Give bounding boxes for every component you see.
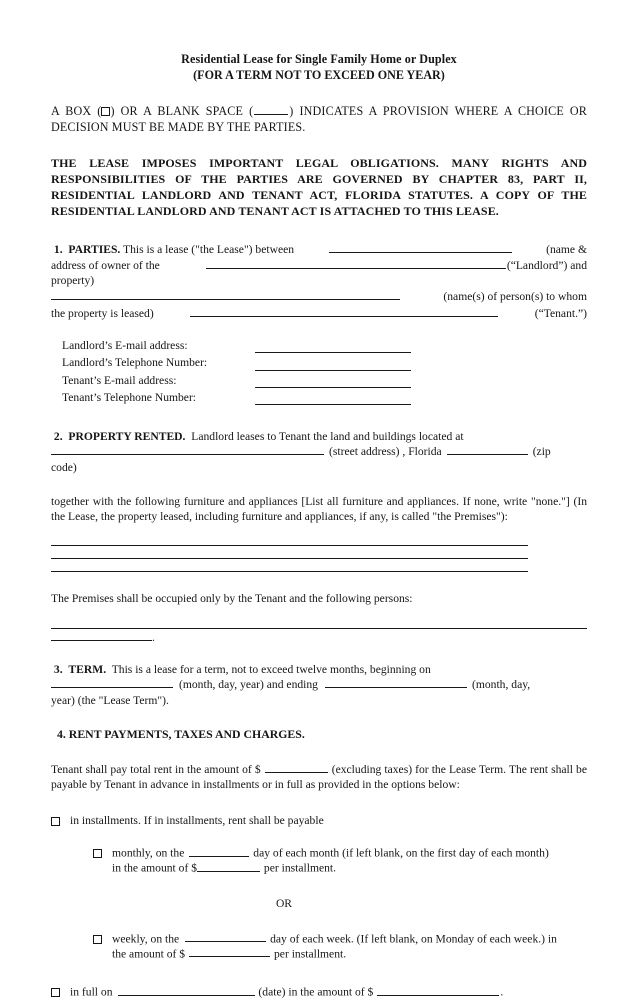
- section-1-line-3: [51, 290, 587, 305]
- option-full-row[interactable]: [51, 985, 587, 1000]
- section-2-property-rented: [51, 429, 587, 475]
- furniture-paragraph: together with the following furniture and appliances [List all furniture and appliances. If none, write "none."] (In the Lease, the property leased, including furniture and appliances, if any, is called "the Premises"):: [51, 495, 587, 524]
- section-1-line-2-lead: address of owner of the property): [51, 259, 160, 287]
- full-payment-amount-field[interactable]: [377, 985, 499, 996]
- section-1-line-2: [51, 259, 587, 289]
- table-row: [62, 374, 411, 391]
- landlord-email-field[interactable]: [255, 339, 411, 356]
- landlord-email-rule: [255, 352, 411, 353]
- occupancy-period: .: [152, 630, 155, 644]
- section-1-lead: [51, 243, 294, 258]
- street-address-label: (street address) , Florida: [329, 445, 442, 459]
- or-separator: OR: [275, 896, 293, 910]
- table-row: [62, 339, 411, 356]
- weekly-day-field[interactable]: [185, 932, 266, 943]
- option-weekly-label-b: day of each week. (If left blank, on Monday of each week.) in: [270, 932, 557, 946]
- option-full-label-b: (date) in the amount of $: [258, 985, 374, 999]
- landlord-phone-rule: [255, 370, 411, 371]
- table-row: [62, 391, 411, 408]
- checkbox-icon[interactable]: [93, 935, 102, 944]
- document-body: [51, 52, 587, 1001]
- tenant-name-continued-field[interactable]: [190, 306, 498, 317]
- intro-paragraph: [51, 104, 587, 135]
- title-line-2: (FOR A TERM NOT TO EXCEED ONE YEAR): [193, 68, 445, 83]
- section-3-heading: TERM.: [68, 662, 107, 676]
- occupancy-paragraph: The Premises shall be occupied only by the Tenant and the following persons:: [51, 592, 413, 606]
- section-1-text: This is a lease ("the Lease") between: [123, 242, 295, 256]
- checkbox-icon[interactable]: [51, 988, 60, 997]
- occupancy-line-2-wrap: [51, 629, 587, 642]
- section-1-heading: PARTIES.: [68, 242, 121, 256]
- table-row: [62, 356, 411, 373]
- option-monthly-label-c: in the amount of $: [112, 861, 198, 875]
- zip-code-label: (zip: [532, 445, 551, 459]
- option-monthly-label-a: monthly, on the: [112, 846, 185, 860]
- tenant-phone-label: Tenant’s Telephone Number:: [62, 390, 197, 404]
- checkbox-icon[interactable]: [51, 817, 60, 826]
- zip-code-field[interactable]: [447, 445, 528, 456]
- total-rent-field[interactable]: [265, 763, 328, 774]
- section-1-line-1-tail: (name &: [546, 242, 587, 256]
- section-3-text: This is a lease for a term, not to exceed twelve months, beginning on: [111, 662, 431, 676]
- legal-notice-paragraph: THE LEASE IMPOSES IMPORTANT LEGAL OBLIGATIONS. MANY RIGHTS AND RESPONSIBILITIES OF THE PARTIES ARE GOVERNED BY CHAPTER 83, PART II, RESIDENTIAL LANDLORD AND TENANT ACT, FLORIDA STATUTES. A COPY OF THE RESIDENTIAL LANDLORD AND TENANT ACT IS ATTACHED TO THIS LEASE.: [51, 156, 587, 219]
- option-weekly-row[interactable]: [93, 932, 587, 963]
- section-2-line-2: [51, 445, 587, 460]
- option-full-label-a: in full on: [70, 985, 113, 999]
- option-weekly-label-c: the amount of $: [112, 947, 186, 961]
- section-1-line-1: [51, 242, 587, 257]
- section-2-heading: PROPERTY RENTED.: [68, 429, 186, 443]
- tenant-name-field[interactable]: [51, 290, 400, 301]
- section-1-number: 1.: [53, 242, 63, 256]
- rent-amount-tail: (excluding taxes) for the Lease Term. The: [331, 763, 527, 777]
- furniture-line-3[interactable]: [51, 559, 528, 572]
- lease-end-date-label: (month, day,: [471, 678, 531, 692]
- intro-text-before-box: A BOX (: [51, 103, 102, 118]
- weekly-amount-field[interactable]: [189, 947, 270, 958]
- option-monthly-row[interactable]: [93, 846, 587, 877]
- zip-code-label-continued: code): [51, 461, 77, 475]
- option-installments-label: in installments. If in installments, rent shall be payable: [70, 814, 324, 828]
- option-monthly-label-b: day of each month (if left blank, on the first day of each month): [253, 846, 549, 860]
- landlord-phone-label: Landlord’s Telephone Number:: [62, 356, 208, 370]
- intro-text-mid: ) OR A BLANK SPACE (: [110, 103, 254, 118]
- lease-end-date-field[interactable]: [325, 678, 467, 689]
- section-3-line-1: [51, 662, 587, 677]
- blank-space-rule: [254, 104, 288, 115]
- contact-details-table: [62, 339, 411, 408]
- lease-start-date-field[interactable]: [51, 678, 173, 689]
- option-weekly-label-d: per installment.: [274, 947, 347, 961]
- section-1-parties: [51, 242, 587, 321]
- section-1-line-2-tail: (“Landlord”) and: [506, 259, 587, 273]
- furniture-line-2[interactable]: [51, 546, 528, 559]
- street-address-field[interactable]: [51, 445, 324, 456]
- section-1-line-4-lead: the property is leased): [51, 306, 154, 320]
- lease-start-date-label: (month, day, year) and ending: [179, 678, 318, 692]
- landlord-phone-field[interactable]: [255, 356, 411, 373]
- tenant-phone-rule: [255, 404, 411, 405]
- section-1-line-3-tail: (name(s) of person(s) to whom: [443, 290, 587, 304]
- landlord-name-field[interactable]: [329, 242, 512, 253]
- section-2-number: 2.: [53, 429, 63, 443]
- rent-payable-text: rent shall be payable by Tenant in advance in installments or in full as provided in the options below:: [51, 763, 587, 792]
- title-line-1: Residential Lease for Single Family Home or Duplex: [181, 52, 457, 66]
- rent-amount-label: Tenant shall pay total rent in the amount of $: [51, 763, 261, 777]
- option-monthly-label-d: per installment.: [263, 861, 337, 875]
- intro-text-after-blank: ) INDICATES A PROVISION WHERE A CHOICE OR DECISION MUST BE MADE BY THE PARTIES.: [51, 103, 587, 134]
- monthly-day-field[interactable]: [189, 846, 249, 857]
- tenant-email-field[interactable]: [255, 374, 411, 391]
- checkbox-icon[interactable]: [93, 849, 102, 858]
- option-weekly-text: [112, 932, 557, 963]
- occupancy-line-1[interactable]: [51, 615, 587, 629]
- monthly-amount-field[interactable]: [197, 861, 260, 872]
- section-1-line-4: [51, 306, 587, 321]
- furniture-line-1[interactable]: [51, 533, 528, 546]
- occupancy-line-2[interactable]: [51, 629, 152, 641]
- section-3-number: 3.: [53, 662, 63, 676]
- option-weekly-label-a: weekly, on the: [112, 932, 180, 946]
- full-payment-date-field[interactable]: [118, 985, 255, 996]
- rent-paragraph: [51, 762, 587, 792]
- document-title: [51, 52, 587, 84]
- furniture-blank-lines: [51, 533, 587, 572]
- section-3-term: [51, 662, 587, 708]
- option-full-period: .: [500, 985, 504, 999]
- lease-term-label-continued: year) (the "Lease Term").: [51, 693, 169, 707]
- section-4-heading: 4. RENT PAYMENTS, TAXES AND CHARGES.: [57, 726, 305, 741]
- option-installments-row[interactable]: [51, 814, 587, 829]
- tenant-email-label: Tenant’s E-mail address:: [62, 373, 177, 387]
- section-3-line-2: [51, 678, 587, 693]
- section-1-line-4-tail: (“Tenant.”): [534, 306, 587, 320]
- landlord-address-field[interactable]: [206, 259, 506, 270]
- option-full-text: [70, 985, 503, 1000]
- tenant-email-rule: [255, 387, 411, 388]
- section-2-line-1: [51, 429, 587, 444]
- option-monthly-text: [112, 846, 549, 877]
- landlord-email-label: Landlord’s E-mail address:: [62, 339, 188, 353]
- occupancy-blank-lines: [51, 615, 587, 642]
- tenant-phone-field[interactable]: [255, 391, 411, 408]
- section-2-text: Landlord leases to Tenant the land and buildings located at: [191, 429, 464, 443]
